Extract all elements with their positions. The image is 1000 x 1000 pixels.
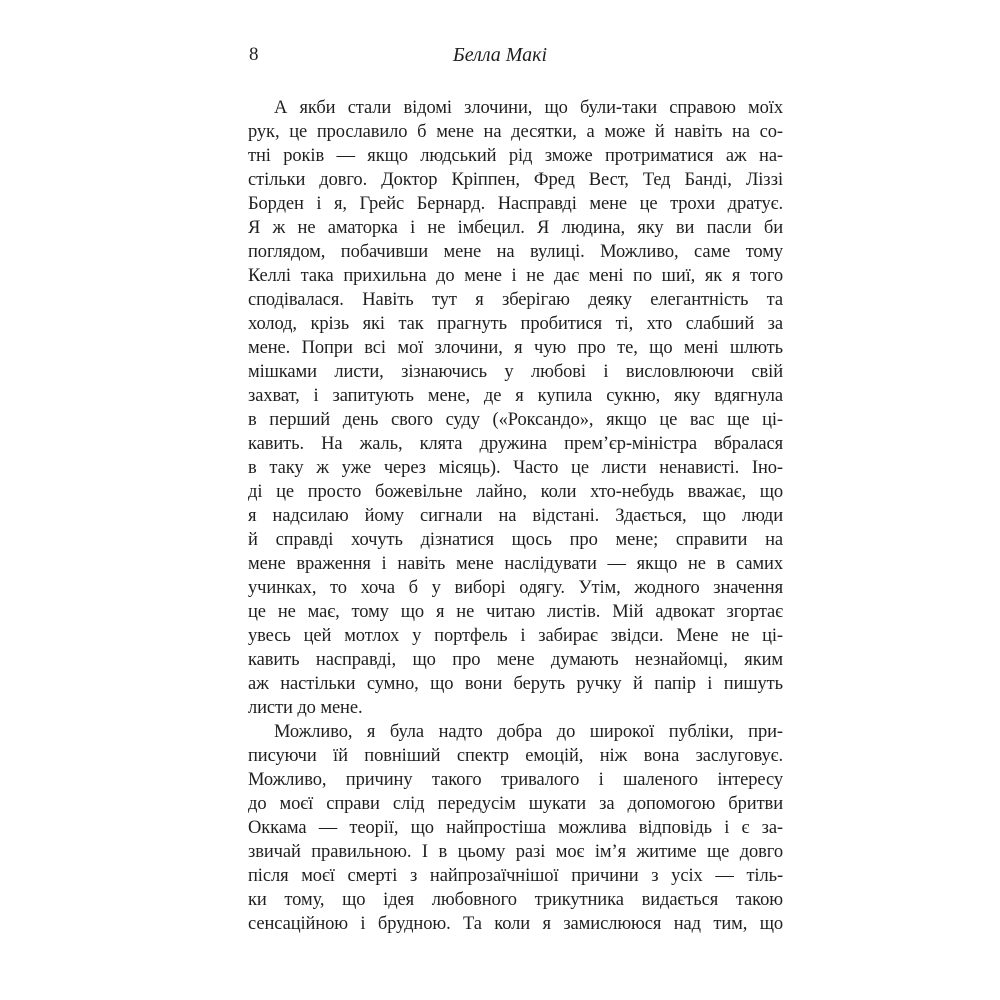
text-line: листи до мене. xyxy=(248,698,363,718)
text-line: мішками листи, зізнаючись у любові і висловлюючи свій xyxy=(248,362,783,382)
text-line: до моєї справи слід передусім шукати за допомогою бритви xyxy=(248,794,783,814)
text-line: я надсилаю йому сигнали на відстані. Здається, що люди xyxy=(248,506,783,526)
text-line: й справді хочуть дізнатися щось про мене; справити на xyxy=(248,530,783,550)
text-line: писуючи їй повніший спектр емоцій, ніж вона заслуговує. xyxy=(248,746,783,766)
text-line: захват, і запитують мене, де я купила сукню, яку вдягнула xyxy=(248,386,783,406)
text-line: увесь цей мотлох у портфель і забирає звідси. Мене не ці- xyxy=(248,626,783,646)
text-line: Можливо, причину такого тривалого і шаленого інтересу xyxy=(248,770,783,790)
text-line: Борден і я, Грейс Бернард. Насправді мене це трохи дратує. xyxy=(248,194,783,214)
text-line: Можливо, я була надто добра до широкої публіки, при- xyxy=(274,722,783,742)
text-line: в перший день свого суду («Роксандо», якщо це вас ще ці- xyxy=(248,410,783,430)
text-line: рук, це прославило б мене на десятки, а може й навіть на со- xyxy=(248,122,783,142)
text-line: тні років — якщо людський рід зможе протриматися аж на- xyxy=(248,146,783,166)
text-line: Я ж не аматорка і не імбецил. Я людина, яку ви пасли би xyxy=(248,218,783,238)
text-line: ки тому, що ідея любовного трикутника видається такою xyxy=(248,890,783,910)
text-line: сподівалася. Навіть тут я зберігаю деяку елегантність та xyxy=(248,290,783,310)
text-line: поглядом, побачивши мене на вулиці. Можливо, саме тому xyxy=(248,242,783,262)
running-head: Белла Макі xyxy=(452,44,548,66)
text-line: холод, крізь які так прагнуть пробитися ті, хто слабший за xyxy=(248,314,783,334)
text-line: ді це просто божевільне лайно, коли хто-небудь вважає, що xyxy=(248,482,783,502)
text-line: кавить насправді, що про мене думають незнайомці, яким xyxy=(248,650,783,670)
paragraph xyxy=(248,720,783,936)
text-line: Оккама — теорії, що найпростіша можлива відповідь і є за- xyxy=(248,818,783,838)
text-line: це не має, тому що я не читаю листів. Мій адвокат згортає xyxy=(248,602,783,622)
text-line: учинках, то хоча б у виборі одягу. Утім, жодного значення xyxy=(248,578,783,598)
text-line: стільки довго. Доктор Кріппен, Фред Вест, Тед Банді, Ліззі xyxy=(248,170,783,190)
paragraph xyxy=(248,96,783,720)
body-text xyxy=(248,96,783,936)
text-line: в таку ж уже через місяць). Часто це листи ненависті. Іно- xyxy=(248,458,783,478)
text-line: після моєї смерті з найпрозаїчнішої причини з усіх — тіль- xyxy=(248,866,783,886)
text-line: Келлі така прихильна до мене і не дає мені по шиї, як я того xyxy=(248,266,783,286)
text-line: кавить. На жаль, клята дружина прем’єр-міністра вбралася xyxy=(248,434,783,454)
text-line: мене враження і навіть мене наслідувати — якщо не в самих xyxy=(248,554,783,574)
text-line: звичай правильною. І в цьому разі моє ім’я житиме ще довго xyxy=(248,842,783,862)
text-line: аж настільки сумно, що вони беруть ручку й папір і пишуть xyxy=(248,674,783,694)
page-number: 8 xyxy=(249,44,259,65)
text-line: мене. Попри всі мої злочини, я чую про те, що мені шлють xyxy=(248,338,783,358)
text-line: сенсаційною і брудною. Та коли я замислююся над тим, що xyxy=(248,914,783,934)
text-line: А якби стали відомі злочини, що були-таки справою моїх xyxy=(274,98,783,118)
